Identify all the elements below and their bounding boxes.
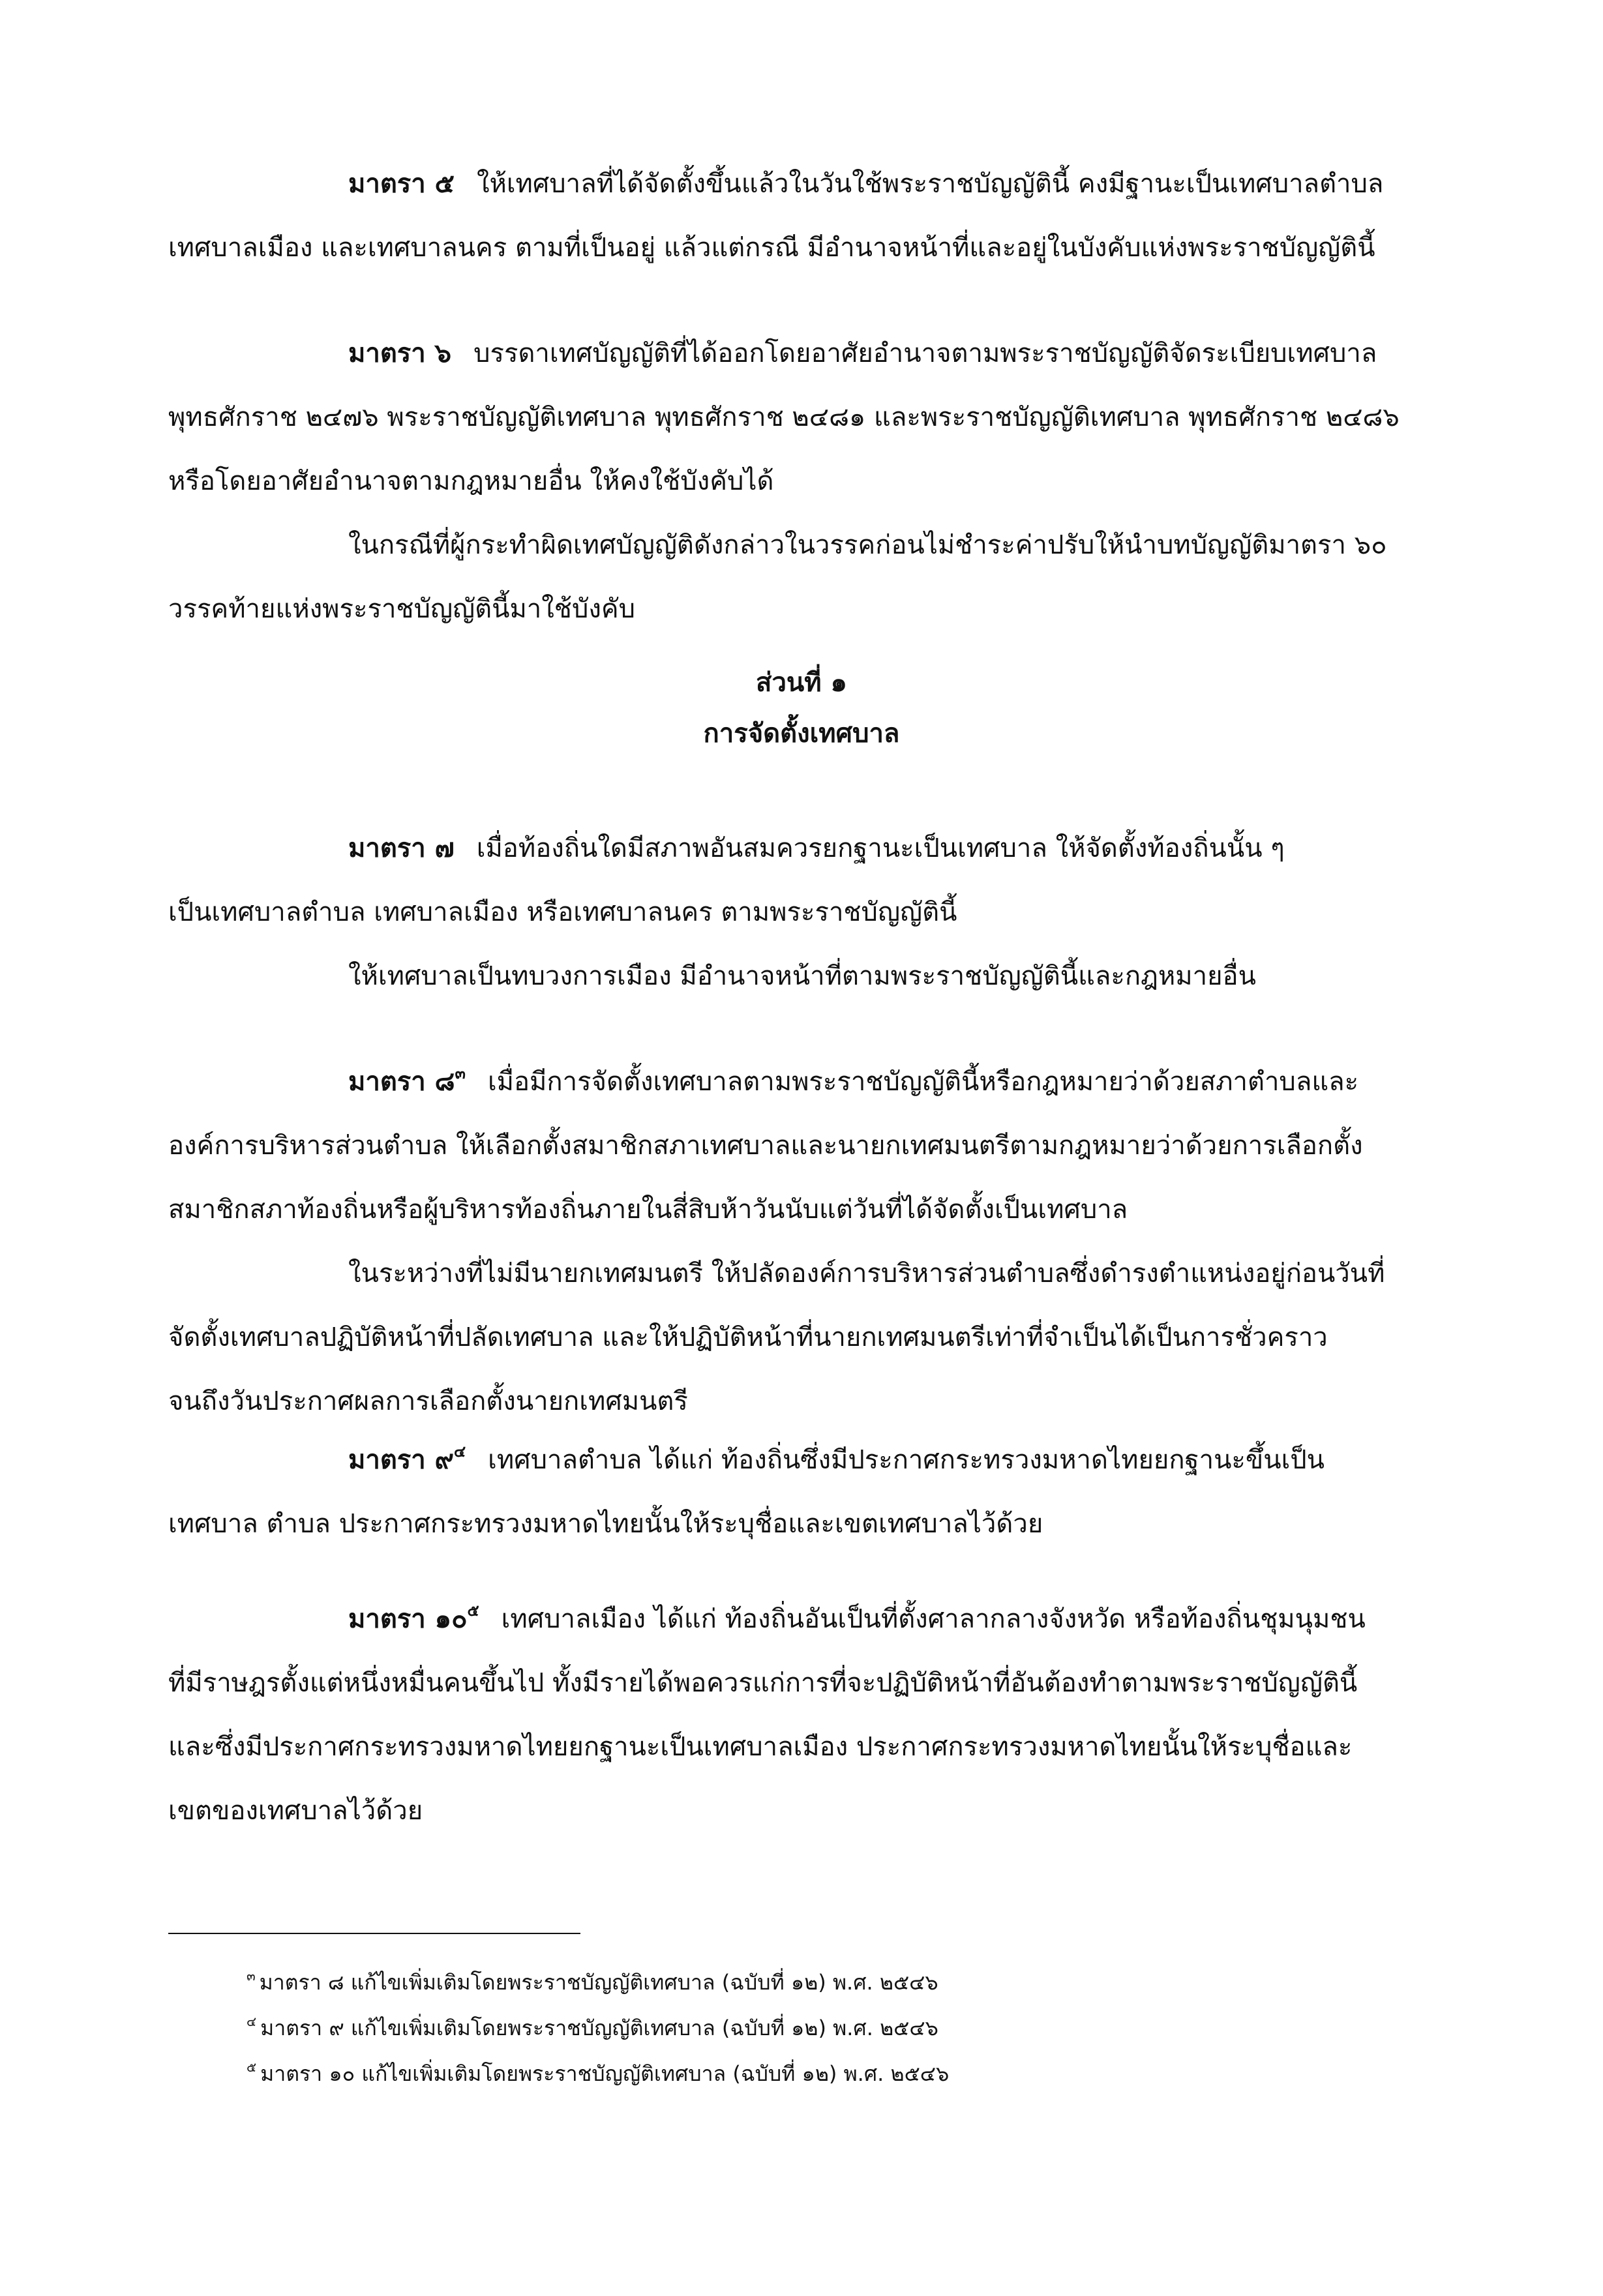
part-title: การจัดตั้งเทศบาล bbox=[703, 719, 900, 749]
section-7 bbox=[168, 816, 1428, 1008]
paragraph-line: ในกรณีที่ผู้กระทำผิดเทศบัญญัติดังกล่าวในวรรคก่อนไม่ชำระค่าปรับให้นำบทบัญญัติมาตรา ๖๐ bbox=[348, 530, 1387, 560]
footnote-marker: ๔ bbox=[453, 1442, 466, 1461]
section-label: มาตรา ๗ bbox=[348, 833, 455, 863]
paragraph-line: เทศบาลเมือง และเทศบาลนคร ตามที่เป็นอยู่ แล้วแต่กรณี มีอำนาจหน้าที่และอยู่ในบังคับแห่งพระราชบัญญัตินี้ bbox=[168, 233, 1375, 263]
footnote-marker: ๕ bbox=[467, 1602, 479, 1620]
footnote-divider bbox=[168, 1933, 580, 1934]
section-label: มาตรา ๑๐$^๕$ bbox=[348, 1602, 479, 1634]
footnote-marker: ๓ bbox=[247, 1968, 256, 1984]
paragraph-line: จนถึงวันประกาศผลการเลือกตั้งนายกเทศมนตรี bbox=[168, 1386, 688, 1416]
section-5 bbox=[168, 152, 1428, 280]
section-text: เมื่อท้องถิ่นใดมีสภาพอันสมควรยกฐานะเป็นเทศบาล ให้จัดตั้งท้องถิ่นนั้น ๆ bbox=[476, 833, 1285, 863]
section-label: มาตรา ๕ bbox=[348, 169, 455, 199]
footnote-text: มาตรา ๘ แก้ไขเพิ่มเติมโดยพระราชบัญญัติเทศบาล (ฉบับที่ ๑๒) พ.ศ. ๒๕๔๖ bbox=[259, 1970, 938, 1995]
footnote-text: มาตรา ๑๐ แก้ไขเพิ่มเติมโดยพระราชบัญญัติเทศบาล (ฉบับที่ ๑๒) พ.ศ. ๒๕๔๖ bbox=[260, 2061, 950, 2086]
paragraph-line: และซึ่งมีประกาศกระทรวงมหาดไทยยกฐานะเป็นเทศบาลเมือง ประกาศกระทรวงมหาดไทยนั้นให้ระบุชื่อและ bbox=[168, 1732, 1353, 1762]
section-text: เทศบาลเมือง ได้แก่ ท้องถิ่นอันเป็นที่ตั้งศาลากลางจังหวัด หรือท้องถิ่นชุมนุมชน bbox=[501, 1604, 1366, 1634]
section-label: มาตรา ๙$^๔$ bbox=[348, 1442, 466, 1475]
footnote-item bbox=[247, 2005, 949, 2051]
footnote-marker: ๓ bbox=[455, 1064, 466, 1082]
paragraph-line: ให้เทศบาลเป็นทบวงการเมือง มีอำนาจหน้าที่ตามพระราชบัญญัตินี้และกฎหมายอื่น bbox=[348, 961, 1256, 991]
section-label: มาตรา ๘$^๓$ bbox=[348, 1064, 466, 1097]
paragraph-line: หรือโดยอาศัยอำนาจตามกฎหมายอื่น ให้คงใช้บังคับได้ bbox=[168, 466, 774, 496]
footnote-item bbox=[247, 2051, 949, 2096]
paragraph-line: เป็นเทศบาลตำบล เทศบาลเมือง หรือเทศบาลนคร ตามพระราชบัญญัตินี้ bbox=[168, 897, 957, 927]
section-8 bbox=[168, 1050, 1428, 1433]
section-10 bbox=[168, 1587, 1428, 1843]
paragraph-line bbox=[168, 1587, 1428, 1651]
section-9 bbox=[168, 1428, 1428, 1556]
paragraph-line: พุทธศักราช ๒๔๗๖ พระราชบัญญัติเทศบาล พุทธศักราช ๒๔๘๑ และพระราชบัญญัติเทศบาล พุทธศักราช ๒๔๘๖ bbox=[168, 402, 1400, 432]
paragraph-line bbox=[168, 1428, 1428, 1492]
footnote-marker: ๕ bbox=[247, 2059, 257, 2075]
paragraph-line: วรรคท้ายแห่งพระราชบัญญัตินี้มาใช้บังคับ bbox=[168, 594, 636, 624]
paragraph-line: เทศบาล ตำบล ประกาศกระทรวงมหาดไทยนั้นให้ระบุชื่อและเขตเทศบาลไว้ด้วย bbox=[168, 1509, 1043, 1539]
section-text: เทศบาลตำบล ได้แก่ ท้องถิ่นซึ่งมีประกาศกระทรวงมหาดไทยยกฐานะขึ้นเป็น bbox=[488, 1445, 1325, 1475]
footnote-marker: ๔ bbox=[247, 2014, 257, 2029]
section-text: บรรดาเทศบัญญัติที่ได้ออกโดยอาศัยอำนาจตามพระราชบัญญัติจัดระเบียบเทศบาล bbox=[473, 338, 1377, 368]
section-label: มาตรา ๖ bbox=[348, 338, 452, 368]
paragraph-line bbox=[168, 1050, 1428, 1114]
paragraph-line bbox=[168, 152, 1428, 216]
paragraph-line bbox=[168, 321, 1428, 385]
section-text: เมื่อมีการจัดตั้งเทศบาลตามพระราชบัญญัตินี้หรือกฎหมายว่าด้วยสภาตำบลและ bbox=[487, 1067, 1359, 1097]
paragraph-line: องค์การบริหารส่วนตำบล ให้เลือกตั้งสมาชิกสภาเทศบาลและนายกเทศมนตรีตามกฎหมายว่าด้วยการเลือกตั้ง bbox=[168, 1131, 1363, 1161]
footnote-text: มาตรา ๙ แก้ไขเพิ่มเติมโดยพระราชบัญญัติเทศบาล (ฉบับที่ ๑๒) พ.ศ. ๒๕๔๖ bbox=[260, 2016, 938, 2040]
paragraph-line bbox=[168, 816, 1428, 880]
paragraph-line: เขตของเทศบาลไว้ด้วย bbox=[168, 1796, 423, 1826]
paragraph-line: จัดตั้งเทศบาลปฏิบัติหน้าที่ปลัดเทศบาล และให้ปฏิบัติหน้าที่นายกเทศมนตรีเท่าที่จำเป็นได้เป็นการชั่วคราว bbox=[168, 1322, 1328, 1352]
paragraph-line: สมาชิกสภาท้องถิ่นหรือผู้บริหารท้องถิ่นภายในสี่สิบห้าวันนับแต่วันที่ได้จัดตั้งเป็นเทศบาล bbox=[168, 1195, 1128, 1225]
part-number: ส่วนที่ ๑ bbox=[756, 668, 847, 698]
footnotes bbox=[247, 1960, 949, 2096]
paragraph-line: ในระหว่างที่ไม่มีนายกเทศมนตรี ให้ปลัดองค์การบริหารส่วนตำบลซึ่งดำรงตำแหน่งอยู่ก่อนวันที่ bbox=[348, 1259, 1385, 1289]
paragraph-line: ที่มีราษฎรตั้งแต่หนึ่งหมื่นคนขึ้นไป ทั้งมีรายได้พอควรแก่การที่จะปฏิบัติหน้าที่อันต้องทำตามพระราชบัญญัตินี้ bbox=[168, 1668, 1358, 1698]
section-6 bbox=[168, 321, 1428, 641]
footnote-item bbox=[247, 1960, 949, 2005]
section-text: ให้เทศบาลที่ได้จัดตั้งขึ้นแล้วในวันใช้พระราชบัญญัตินี้ คงมีฐานะเป็นเทศบาลตำบล bbox=[476, 169, 1384, 199]
